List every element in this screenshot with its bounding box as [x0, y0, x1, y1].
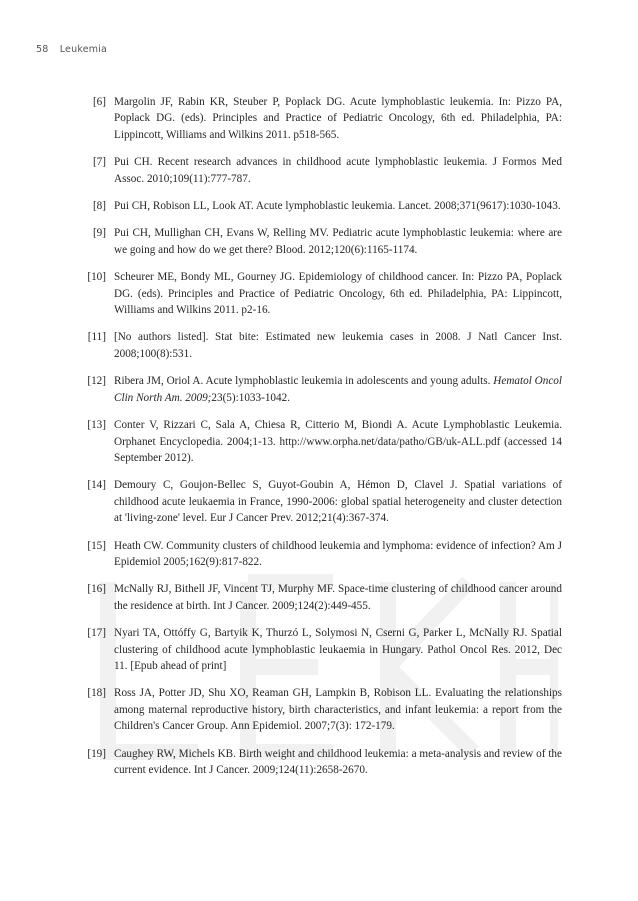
page-number: 58: [36, 44, 49, 55]
reference-number: [11]: [87, 331, 106, 344]
reference-citation: Conter V, Rizzari C, Sala A, Chiesa R, Citterio M, Biondi A. Acute Lymphoblastic Leukemia. Orphanet Encyclopedia. 2004;1-13. http://www.orpha.net/data/patho/GB/uk-ALL.pdf (accessed 14 September 2012).: [114, 419, 562, 464]
reference-citation: Scheurer ME, Bondy ML, Gourney JG. Epidemiology of childhood cancer. In: Pizzo PA, Poplack DG. (eds). Principles and Practice of Pediatric Oncology, 6th ed. Philadelphia, PA: Lippincott, Williams and Wilkins 2011. p2-16.: [114, 271, 562, 317]
reference-item: [78, 625, 562, 674]
reference-text: [114, 581, 562, 614]
reference-number: [6]: [92, 96, 106, 108]
reference-number: [9]: [92, 227, 106, 240]
reference-item: [78, 477, 562, 526]
reference-list: [78, 94, 562, 789]
reference-citation: Pui CH, Mullighan CH, Evans W, Relling MV. Pediatric acute lymphoblastic leukemia: where are we going and how do we get there? Blood. 2012;120(6):1165-1174.: [114, 227, 562, 256]
reference-text: [114, 625, 562, 674]
reference-item: [78, 198, 562, 214]
reference-number: [8]: [92, 200, 106, 213]
reference-citation: Caughey RW, Michels KB. Birth weight and childhood leukemia: a meta-analysis and review of the current evidence. Int J Cancer. 2009;124(11):2658-2670.: [114, 747, 562, 776]
reference-item: [78, 225, 562, 258]
reference-item: [78, 373, 562, 406]
reference-number: [18]: [87, 687, 106, 700]
reference-number: [14]: [87, 479, 106, 492]
reference-number: [7]: [92, 156, 106, 169]
reference-text: [114, 198, 562, 214]
reference-item: [78, 538, 562, 571]
reference-number: [19]: [87, 747, 106, 760]
reference-citation: McNally RJ, Bithell JF, Vincent TJ, Murphy MF. Space-time clustering of childhood cancer around the residence at birth. Int J Cancer. 2009;124(2):449-455.: [114, 583, 562, 612]
reference-number: [15]: [87, 539, 106, 552]
reference-text: [114, 685, 562, 734]
reference-item: [78, 746, 562, 779]
reference-text: [114, 329, 562, 362]
reference-item: [78, 685, 562, 734]
reference-text: [114, 417, 562, 466]
reference-text: [114, 225, 562, 258]
reference-text: [114, 94, 562, 143]
reference-text: [114, 746, 562, 779]
reference-number: [17]: [87, 627, 106, 640]
reference-item: [78, 94, 562, 143]
reference-item: [78, 329, 562, 362]
reference-number: [10]: [87, 271, 106, 284]
running-header: [36, 44, 107, 55]
reference-journal-italic: Hematol Oncol Clin North Am. 2009;: [114, 375, 562, 404]
reference-citation: Demoury C, Goujon-Bellec S, Guyot-Goubin A, Hémon D, Clavel J. Spatial variations of childhood acute leukaemia in France, 1990-2006: global spatial heterogeneity and cluster detection at 'living-zone' level. Eur J Cancer Prev. 2012;21(4):367-374.: [114, 479, 562, 525]
reference-number: [16]: [87, 583, 106, 596]
reference-citation: Margolin JF, Rabin KR, Steuber P, Poplack DG. Acute lymphoblastic leukemia. In: Pizzo PA, Poplack DG. (eds). Principles and Practice of Pediatric Oncology, 6th ed. Philadelphia, PA: Lippincott, Williams and Wilkins 2011. p518-565.: [114, 96, 562, 141]
reference-text: [114, 373, 562, 406]
reference-citation: Ribera JM, Oriol A. Acute lymphoblastic leukemia in adolescents and young adults.: [114, 375, 494, 388]
reference-citation: [No authors listed]. Stat bite: Estimated new leukemia cases in 2008. J Natl Cancer Inst. 2008;100(8):531.: [114, 331, 562, 360]
reference-item: [78, 269, 562, 318]
reference-citation-tail: 23(5):1033-1042.: [211, 391, 291, 404]
reference-item: [78, 154, 562, 187]
reference-number: [13]: [87, 419, 106, 432]
reference-text: [114, 154, 562, 187]
reference-citation: Pui CH, Robison LL, Look AT. Acute lymphoblastic leukemia. Lancet. 2008;371(9617):1030-1043.: [114, 200, 561, 213]
reference-citation: Ross JA, Potter JD, Shu XO, Reaman GH, Lampkin B, Robison LL. Evaluating the relationships among maternal reproductive history, birth characteristics, and infant leukemia: a report from the Children's Cancer Group. Ann Epidemiol. 2007;7(3): 172-179.: [114, 687, 562, 733]
reference-item: [78, 417, 562, 466]
reference-citation: Pui CH. Recent research advances in childhood acute lymphoblastic leukemia. J Formos Med Assoc. 2010;109(11):777-787.: [114, 156, 562, 185]
reference-item: [78, 581, 562, 614]
reference-text: [114, 538, 562, 571]
reference-citation: Nyari TA, Ottóffy G, Bartyik K, Thurzó L, Solymosi N, Cserni G, Parker L, McNally RJ. Spatial clustering of childhood acute lymphoblastic leukaemia in Hungary. Pathol Oncol Res. 2012, Dec 11. [Epub ahead of print]: [114, 627, 562, 672]
reference-citation: Heath CW. Community clusters of childhood leukemia and lymphoma: evidence of infection? Am J Epidemiol 2005;162(9):817-822.: [114, 539, 562, 568]
reference-text: [114, 269, 562, 318]
reference-number: [12]: [87, 375, 106, 388]
running-title: Leukemia: [59, 44, 108, 55]
reference-text: [114, 477, 562, 526]
